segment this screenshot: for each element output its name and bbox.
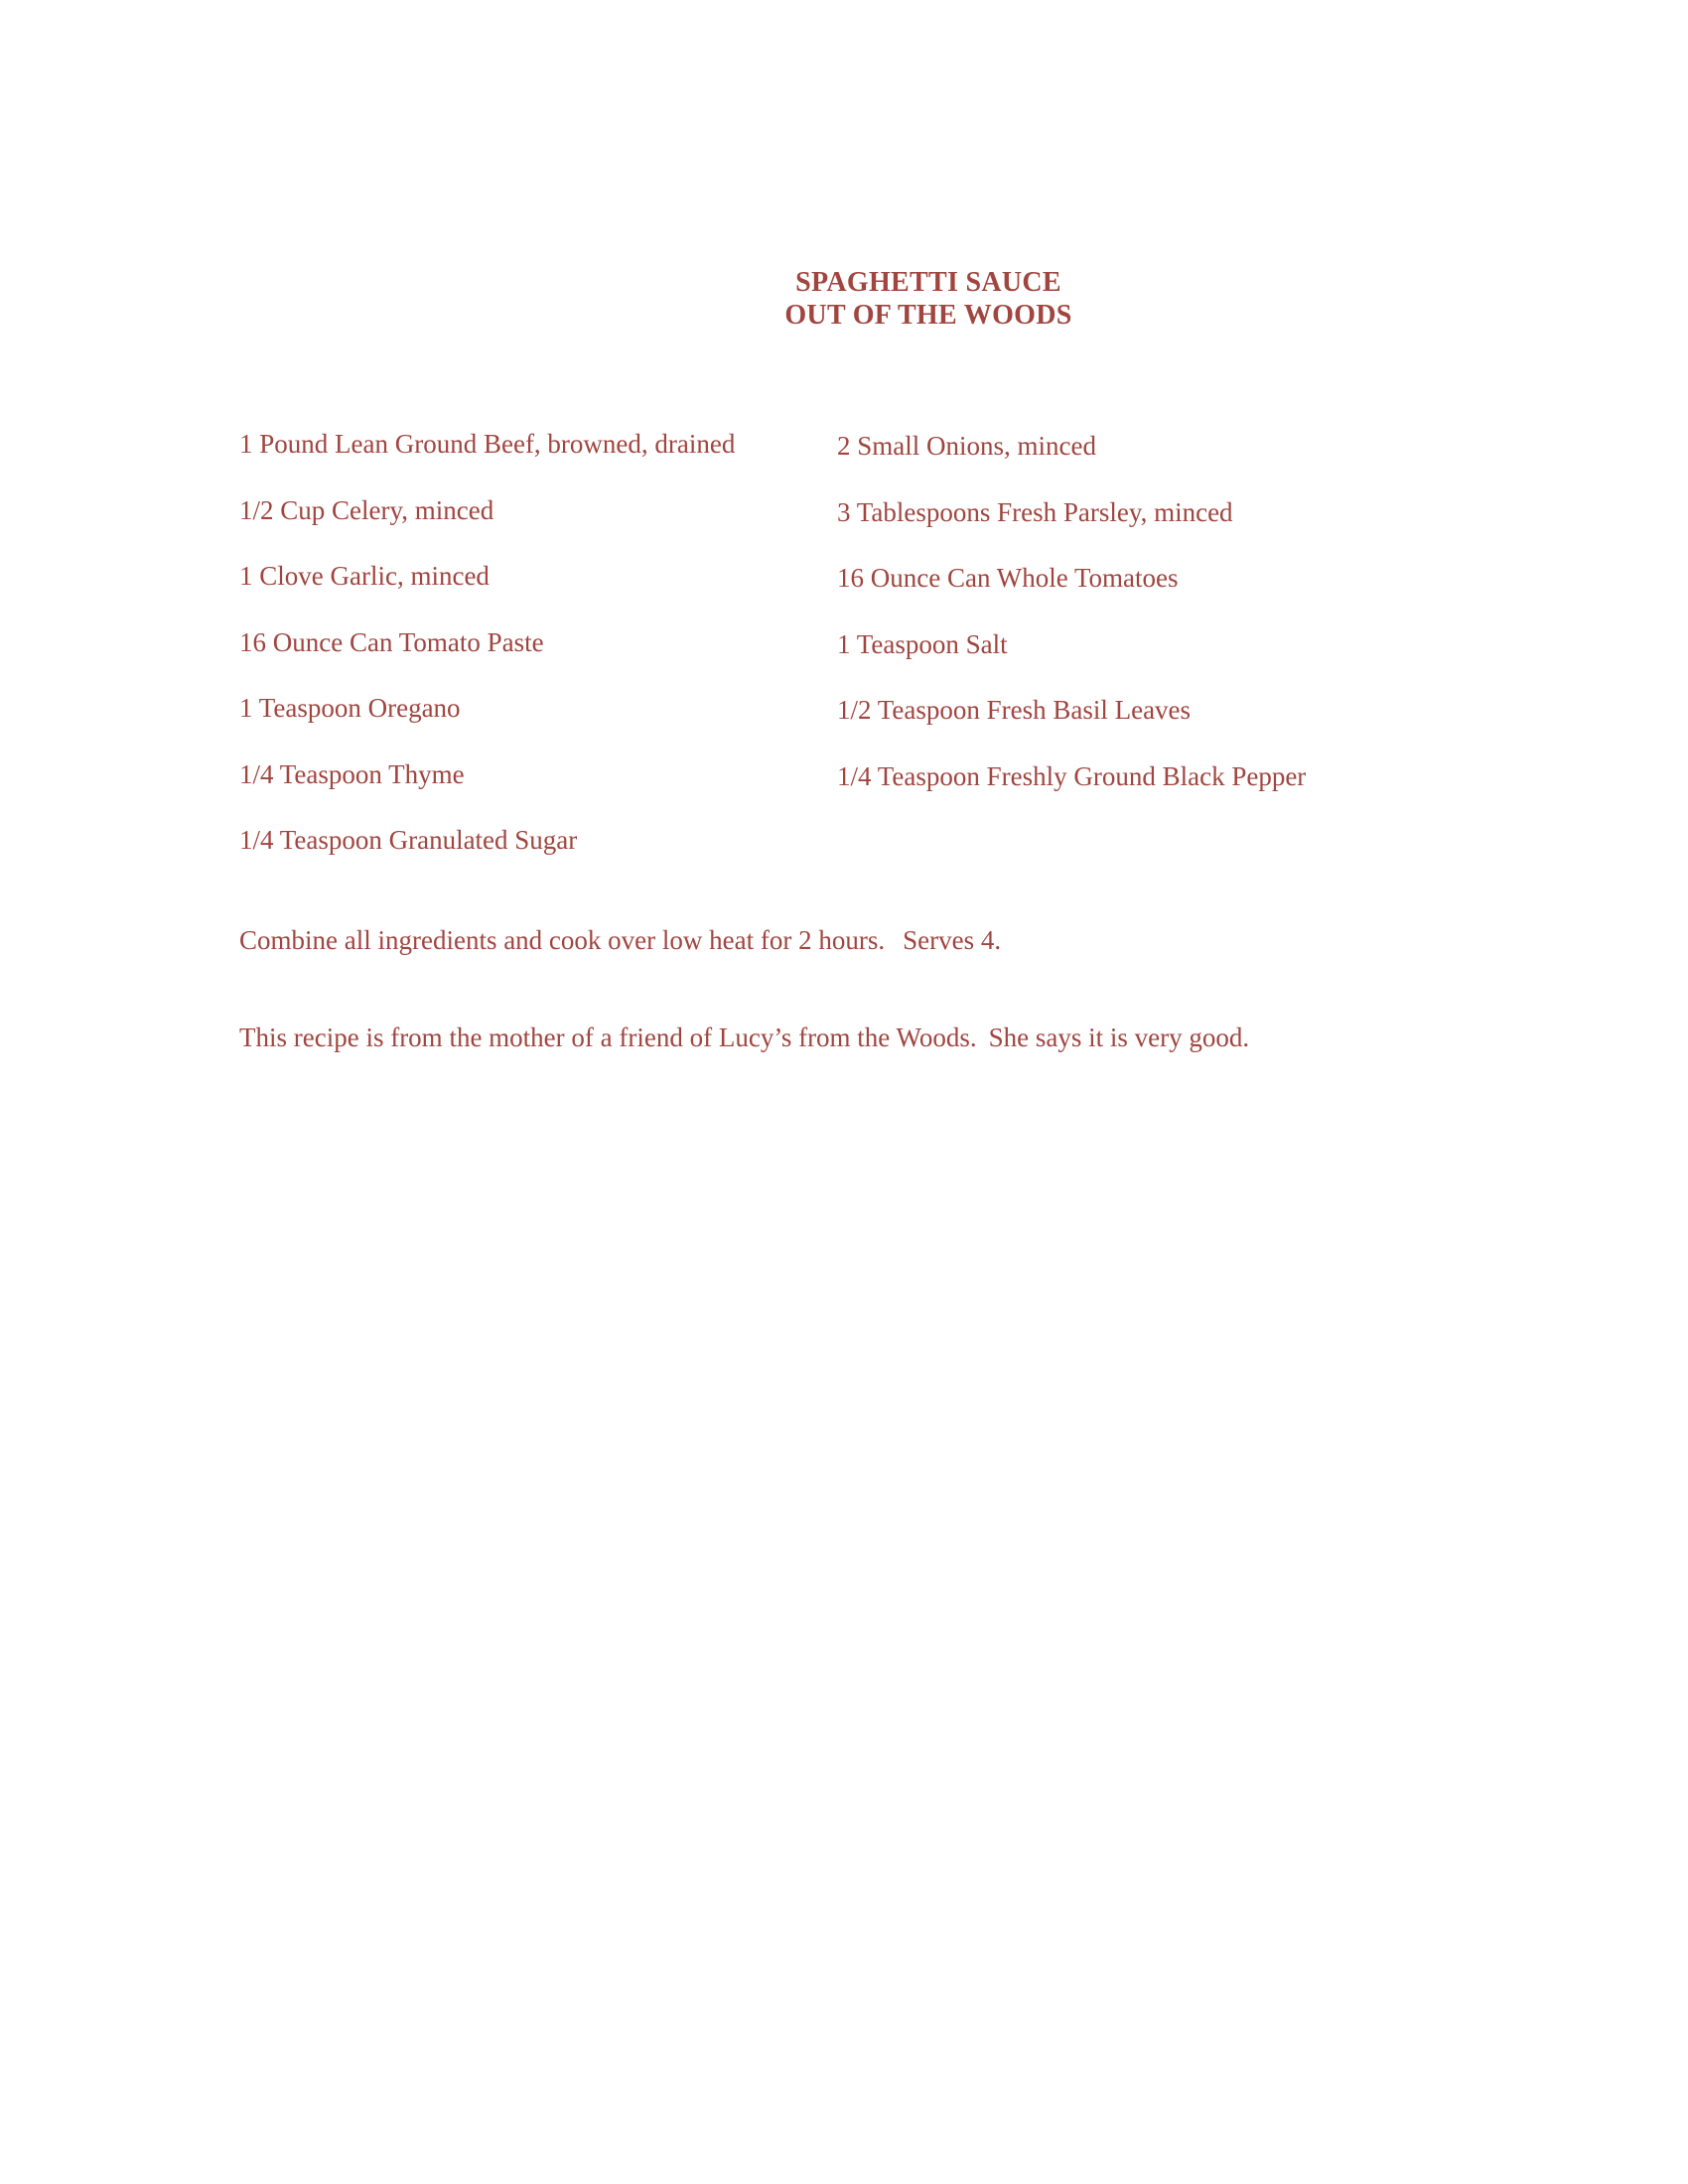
ingredient-item: 2 Small Onions, minced (837, 431, 1096, 461)
title-line-1: SPAGHETTI SAUCE (795, 267, 1061, 298)
serves-text: Serves 4. (903, 925, 1002, 955)
ingredient-column-right (837, 431, 1393, 827)
ingredient-item: 1/4 Teaspoon Thyme (239, 758, 465, 789)
ingredient-item: 1 Pound Lean Ground Beef, browned, drained (239, 429, 736, 459)
ingredient-item: 1/4 Teaspoon Freshly Ground Black Pepper (837, 760, 1307, 791)
note-sentence-2: She says it is very good. (988, 1023, 1250, 1052)
ingredient-item: 3 Tablespoons Fresh Parsley, minced (837, 496, 1233, 527)
cooking-instructions (239, 925, 1001, 955)
ingredient-item: 1 Teaspoon Oregano (239, 693, 461, 723)
ingredient-item: 1/4 Teaspoon Granulated Sugar (239, 825, 578, 855)
ingredient-item: 1 Clove Garlic, minced (239, 561, 490, 591)
ingredient-item: 16 Ounce Can Tomato Paste (239, 626, 544, 657)
ingredient-item: 1 Teaspoon Salt (837, 628, 1008, 659)
note-sentence-1: This recipe is from the mother of a friend of Lucy’s from the Woods. (239, 1023, 977, 1052)
ingredient-item: 1/2 Teaspoon Fresh Basil Leaves (837, 695, 1192, 725)
ingredient-column-left (239, 429, 795, 891)
title-line-2: OUT OF THE WOODS (784, 300, 1072, 331)
instructions-text: Combine all ingredients and cook over low heat for 2 hours. (239, 925, 886, 955)
ingredient-item: 1/2 Cup Celery, minced (239, 494, 494, 525)
recipe-note (239, 1023, 1249, 1052)
ingredient-item: 16 Ounce Can Whole Tomatoes (837, 563, 1179, 593)
recipe-title (0, 266, 1688, 332)
